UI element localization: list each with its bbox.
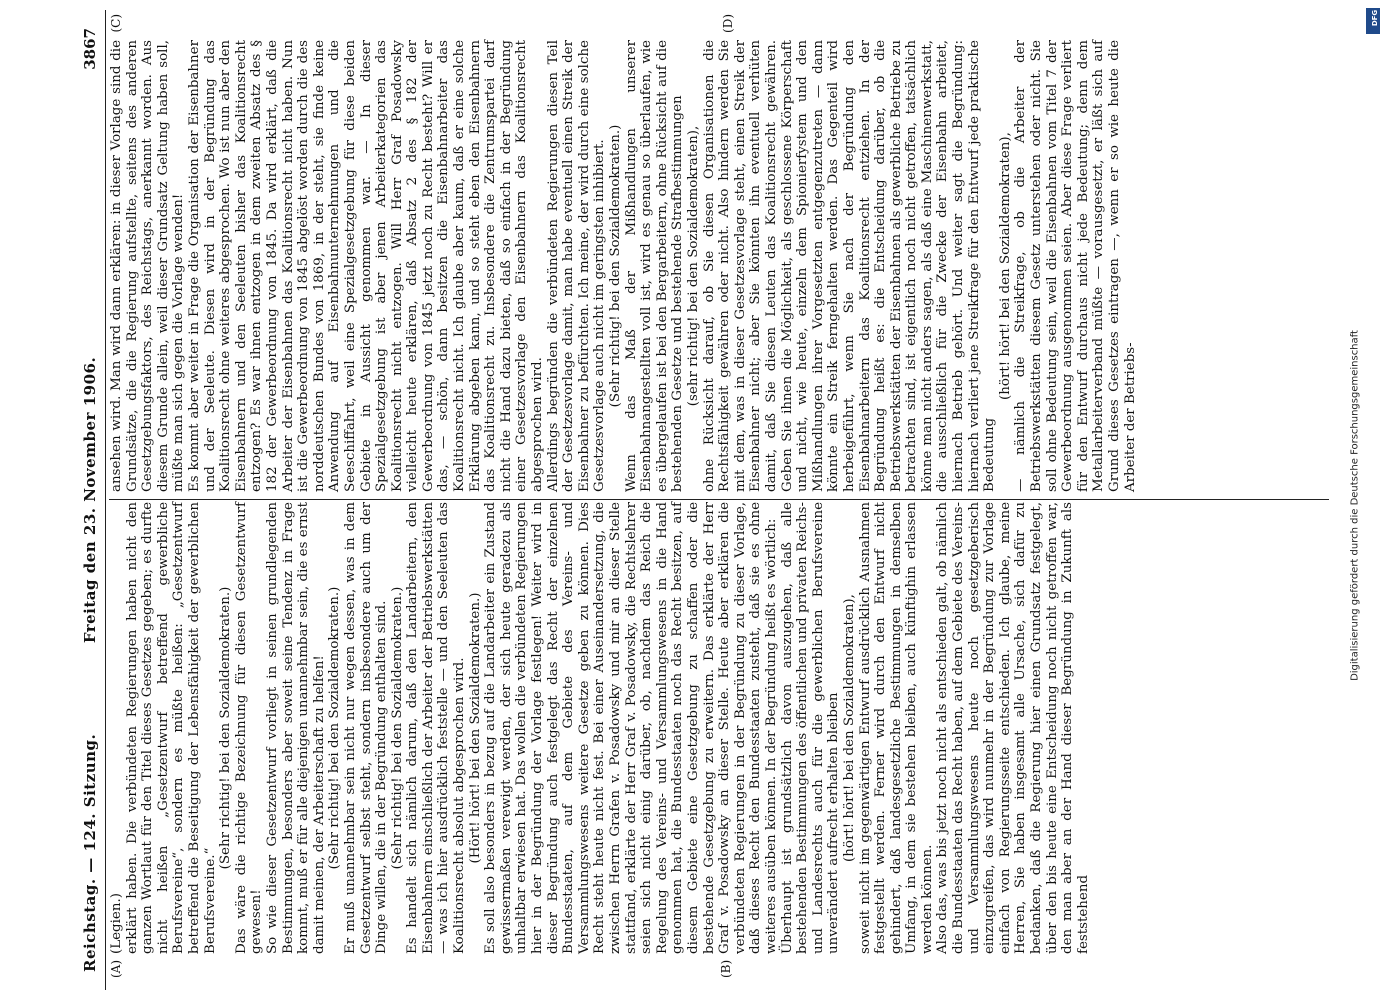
paragraph: Allerdings begründen die verbündeten Regierungen diesen Teil der Gesetzesvorlage damit, man habe eventuell einen Streik der Eisenbahner zu befürchten. Ich meine, der wird durch eine solche Gesetzesvorlage auch nicht im geringsten inhibiert. bbox=[545, 40, 608, 492]
paragraph: Wenn das Maß der Mißhandlungen unserer Eisenbahnangestellten voll ist, wird es genau so überlaufen, wie es übergelaufen ist bei den Bergarbeitern, ohne Rücksicht auf die bestehenden Gesetze und bestehende Strafbestimmungen bbox=[623, 40, 686, 492]
interjection: (Sehr richtig! bei den Sozialdemokraten.) bbox=[608, 124, 623, 408]
margin-marker-d: (D) bbox=[721, 14, 735, 33]
header-left: Reichstag. — 124. Sitzung. bbox=[81, 733, 99, 972]
interjection: (hört! hört! bei den Sozialdemokraten), bbox=[841, 594, 857, 862]
paragraph: Es kommt aber weiter in Frage die Organisation der Eisenbahner und der Seeleute. Diesen wird in der Begründung das Koalitionsrecht ohne weiteres abgesprochen. Wo ist nun aber den Eisenbahnern und den Seeleuten bisher das Koalitionsrecht entzogen? Es war ihnen entzogen in dem zweiten Absatz des § 182 der Gewerbeordnung von 1845. Da wird erklärt, daß die Arbeiter der Eisenbahnen das Koalitionsrecht nicht haben. Nun ist die Gewerbeordnung von 1845 abgelöst worden durch die des norddeutschen Bundes von 1869, in der steht, sie finde keine Anwendung auf Eisenbahnunternehmungen und die Seeschiffahrt, weil eine Spezialgesetzgebung für diese beiden Gebiete in Aussicht genommen war. — In dieser Spezialgesetzgebung ist aber jenen Arbeiterkategorien das Koalitionsrecht nicht entzogen. Will Herr Graf Posadowsky vielleicht heute erklären, daß Absatz 2 des § 182 der Gewerbeordnung von 1845 jetzt noch zu Recht besteht? Will er das, — schön, dann besitzen die Eisenbahnarbeiter das Koalitionsrecht nicht. Ich glaube aber kaum, daß er eine solche Erklärung abgeben kann, und so steht eben den Eisenbahnern das Koalitionsrecht zu. Insbesondere die Zentrumspartei darf nicht die Hand dazu bieten, daß so einfach in der Begründung einer Gesetzesvorlage den Eisenbahnern das Koalitionsrecht abgesprochen wird. bbox=[186, 40, 546, 492]
paragraph: Es handelt sich nämlich darum, daß den Landarbeitern, den Eisenbahnern einschließlich der Arbeiter der Betriebswerkstätten — was ich hier ausdrücklich feststelle — und den Seeleuten das Koalitionsrecht absolut abgesprochen wird. bbox=[405, 502, 468, 954]
paragraph: — nämlich die Streikfrage, ob die Arbeiter der Betriebswerkstätten diesem Gesetz unterstehen oder nicht. Sie soll ohne Bedeutung sein, weil die Eisenbahnen vom Titel 7 der Gewerbeordnung ausgenommen seien. Aber diese Frage verliert für den Entwurf durchaus nicht jede Bedeutung; denn dem Metallarbeiterverband müßte — vorausgesetzt, er läßt sich auf Grund dieses Gesetzes eintragen —, wenn er so wie heute die Arbeiter der Betriebs- bbox=[1013, 40, 1138, 492]
column-divider bbox=[109, 499, 1329, 500]
page-number: 3867 bbox=[81, 28, 99, 70]
margin-marker-b: (B) bbox=[719, 959, 733, 978]
paragraph: Das wäre die richtige Bezeichnung für diesen Gesetzentwurf gewesen! bbox=[233, 502, 265, 954]
interjection: (Hört! hört! bei den Sozialdemokraten.) bbox=[467, 592, 483, 864]
paragraph: ohne Rücksicht darauf, ob Sie diesen Organisationen die Rechtsfähigkeit gewähren oder nicht. Also hindern werden Sie mit dem, was in dieser Gesetzesvorlage steht, einen Streik der Eisenbahner nicht; aber Sie könnten ihn eventuell verhüten damit, daß Sie diesen Leuten das Koalitionsrecht gewähren. Geben Sie ihnen die Möglichkeit, als geschlossene Körperschaft und nicht, wie heute, einzeln dem Spionierfystem und den Mißhandlungen ihrer Vorgesetzten entgegenzutreten — dann könnte ein Streik ferngehalten werden. Das Gegenteil wird herbeigeführt, wenn Sie nach der Begründung den Eisenbahnarbeitern das Koalitionsrecht entziehen. In der Begründung heißt es: die Entscheidung darüber, ob die Betriebswerkstätten der Eisenbahnen als gewerbliche Betriebe zu betrachten sind, ist eigentlich noch nicht getroffen, tatsächlich könne man nicht anders sagen, als daß eine Maschinenwerkstatt, die ausschließlich für die Zwecke der Eisenbahn arbeitet, hiernach Betrieb gehört. Und weiter sagt die Begründung: hiernach verliert jene Streikfrage für den Entwurf jede praktische Bedeutung bbox=[701, 40, 998, 492]
quotation: Überhaupt ist grundsätzlich davon auszugehen, daß alle bestehenden Bestimmungen des öffentlichen und privaten Reichs- und Landesrechts auch für die gewerblichen Berufsvereine unverändert aufrecht erhalten bleiben bbox=[779, 502, 842, 954]
digitization-credit: Digitalisierung gefördert durch die Deutsche Forschungsgemeinschaft bbox=[1349, 330, 1361, 681]
newspaper-page bbox=[41, 10, 1341, 990]
page-header bbox=[79, 10, 106, 990]
interjection: (Sehr richtig! bei den Sozialdemokraten.) bbox=[389, 586, 405, 870]
margin-marker-a: (A) bbox=[109, 959, 123, 978]
paragraph: Also das, was bis jetzt noch nicht als entschieden galt, ob nämlich die Bundesstaaten das Recht haben, auf dem Gebiete des Vereins- und Versammlungswesens heute noch gesetzgeberisch einzugreifen, das wird nunmehr in der Begründung zur Vorlage einfach von Regierungsseite entschieden. Ich glaube, meine Herren, Sie haben insgesamt alle Ursache, sich dafür zu bedanken, daß die Regierung hier einen Grundsatz festgelegt, über den bis heute eine Entscheidung noch nicht getroffen war, den man aber an der Hand dieser Begründung in Zukunft als feststehend bbox=[935, 502, 1091, 954]
paragraph: erklärt haben. Die verbündeten Regierungen haben nicht den ganzen Wortlaut für den Titel dieses Gesetzes gegeben; es durfte nicht heißen „Gesetzentwurf betreffend gewerbliche Berufsvereine“, sondern es müßte heißen: „Gesetzentwurf betreffend die Beseitigung der Lebensfähigkeit der gewerblichen Berufsvereine.“ bbox=[124, 502, 218, 954]
header-date: Freitag den 23. November 1906. bbox=[81, 356, 99, 644]
interjection: (Sehr richtig! bei den Sozialdemokraten.) bbox=[327, 586, 343, 870]
interjection: (sehr richtig! bei den Sozialdemokraten), bbox=[685, 125, 701, 407]
speaker-tag: (Legien.) bbox=[109, 893, 124, 954]
paragraph: Er muß unannehmbar sein nicht nur wegen dessen, was in dem Gesetzentwurf selbst steht, sondern insbesondere auch um der Dinge willen, die in der Begründung enthalten sind. bbox=[342, 502, 390, 954]
paragraph: Es soll also besonders in bezug auf die Landarbeiter ein Zustand gewissermaßen verewigt werden, der sich heute geradezu als unhaltbar erwiesen hat. Das wollen die verbündeten Regierungen hier in der Begründung der Vorlage festlegen! Weiter wird in dieser Begründung auch festgelegt das Recht der einzelnen Bundesstaaten, auf dem Gebiete des Vereins- und Versammlungswesens weitere Gesetze geben zu können. Dies Recht steht heute nicht fest. Bei einer Auseinandersetzung, die zwischen Herrn Grafen v. Posadowsky und mir an dieser Stelle stattfand, erklärte der Herr Graf v. Posadowsky, die Rechtslehrer seien sich nicht einig darüber, ob, nachdem das Reich die Regelung des Vereins- und Versammlungswesens in die Hand genommen hat, die Bundesstaaten noch das Recht besitzen, auf diesem Gebiete eine Gesetzgebung zu schaffen oder die bestehende Gesetzgebung zu erweitern. Das erklärte der Herr Graf v. Posadowsky an dieser Stelle. Heute aber erklären die verbündeten Regierungen in der Begründung zu dieser Vorlage, daß dieses Recht den Bundesstaaten zusteht, daß sie es ohne weiteres ausüben können. In der Begründung heißt es wörtlich: bbox=[483, 502, 779, 954]
interjection: (Sehr richtig! bei den Sozialdemokraten.) bbox=[218, 586, 234, 870]
dfg-logo: DFG bbox=[1366, 8, 1380, 34]
margin-marker-c: (C) bbox=[109, 14, 123, 33]
left-column bbox=[109, 502, 1091, 954]
right-column bbox=[109, 40, 1138, 492]
interjection: (hört! hört! bei den Sozialdemokraten), bbox=[997, 132, 1013, 400]
paragraph: ansehen wird. Man wird dann erklären: in dieser Vorlage sind die Grundsätze, die die Regierung aufstellte, seitens des anderen Gesetzgebungsfaktors, des Reichstags, anerkannt worden. Aus diesem Grunde allein, weil dieser Grundsatz Geltung haben soll, müßte man sich gegen die Vorlage wenden! bbox=[109, 40, 187, 492]
paragraph: So wie dieser Gesetzentwurf vorliegt in seinen grundlegenden Bestimmungen, besonders aber soweit seine Tendenz in Frage kommt, muß er für alle diejenigen unannehmbar sein, die es ernst damit meinen, der Arbeiterschaft zu helfen! bbox=[264, 502, 327, 954]
quotation: soweit nicht im gegenwärtigen Entwurf ausdrücklich Ausnahmen festgestellt werden. Ferner wird durch den Entwurf nicht gehindert, daß landesgesetzliche Bestimmungen in demselben Umfang, in dem sie bestehen bleiben, auch künftighin erlassen werden können. bbox=[857, 502, 935, 954]
